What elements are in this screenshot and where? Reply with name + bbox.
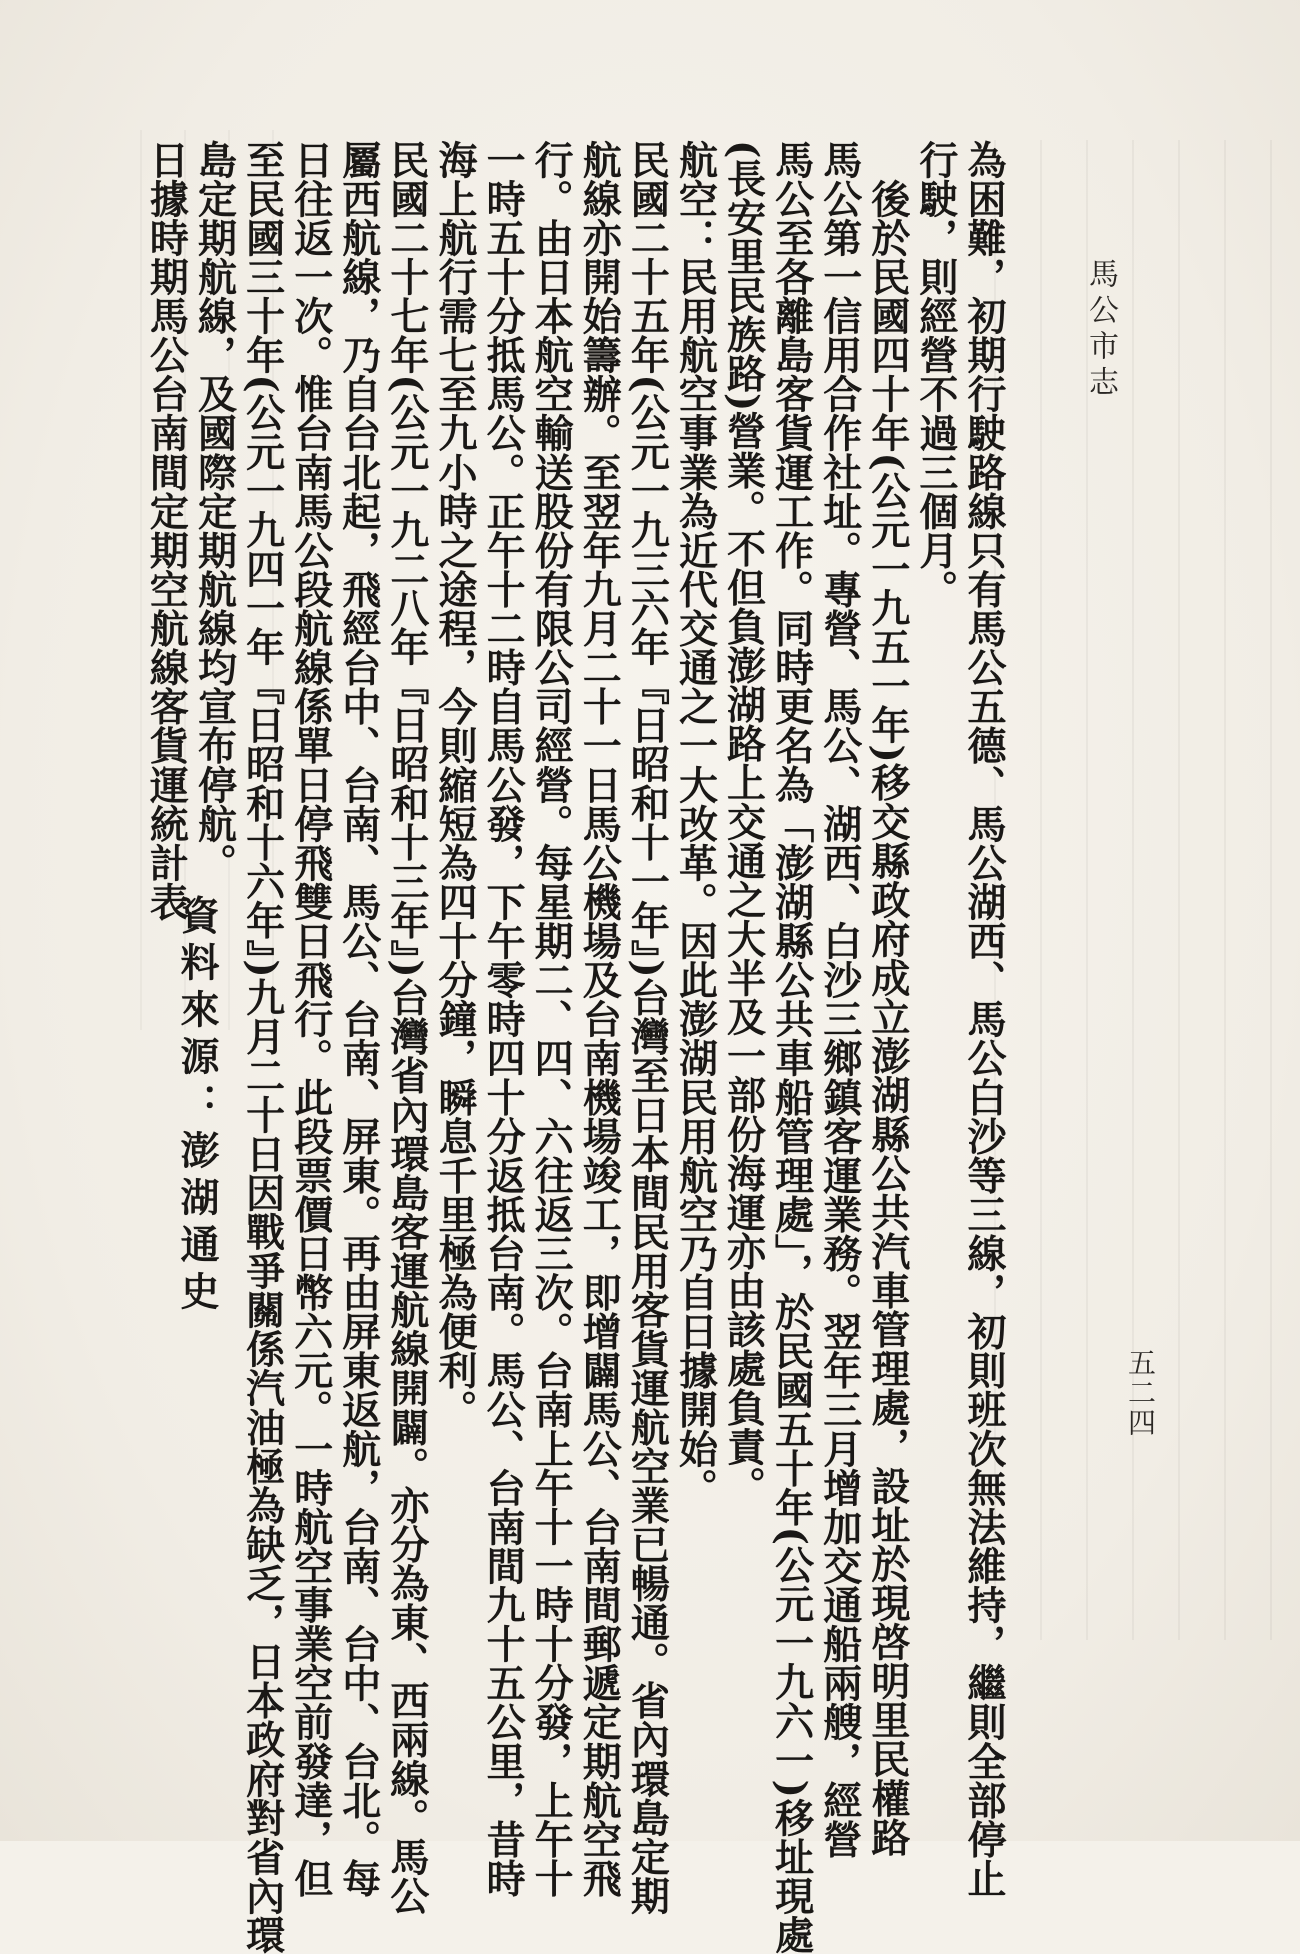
text-column: 後於民國四十年(公元一九五一年)移交縣政府成立澎湖縣公共汽車管理處，設址於現啓明里民權路 bbox=[864, 140, 911, 1857]
table-caption: 日據時期馬公台南間定期空航線客貨運統計表 bbox=[143, 140, 190, 922]
text-column: 為困難，初期行駛路線只有馬公五德、馬公湖西、馬公白沙等三線，初則班次無法維持，繼則全部停止 bbox=[961, 140, 1007, 1898]
text-column: 一時五十分抵馬公。正午十二時自馬公發，下午零時四十分返抵台南。馬公、台南間九十五公里，昔時 bbox=[480, 140, 527, 1898]
text-column: 行駛，則經營不過三個月。 bbox=[912, 140, 959, 609]
text-column: 屬西航線，乃自台北起，飛經台中、台南、馬公、台南、屏東。再由屏東返航，台南、台中、台北。每 bbox=[335, 140, 382, 1898]
text-column: 航線亦開始籌辦。至翌年九月二十一日馬公機場及台南機場竣工，即增闢馬公、台南間郵遞定期航空飛 bbox=[576, 140, 623, 1898]
body-text bbox=[142, 140, 1008, 1954]
text-column: 海上航行需七至九小時之途程，今則縮短為四十分鐘，瞬息千里極為便利。 bbox=[431, 140, 478, 1429]
page-number: 五二四 bbox=[1124, 1348, 1157, 1438]
running-header-title: 馬公市志 bbox=[1083, 258, 1118, 402]
text-column: 日往返一次。惟台南馬公段航線係單日停飛雙日飛行。此段票價日幣六元。一時航空事業空前發達，但 bbox=[287, 140, 334, 1898]
text-column: 島定期航線，及國際定期航線均宣布停航。 bbox=[191, 140, 238, 883]
text-column: (長安里民族路)營業。不但負澎湖路上交通之大半及一部份海運亦由該處負責。 bbox=[720, 140, 767, 1506]
text-column: 民國二十七年(公元一九二八年『日昭和十三年』)台灣省內環島客運航線開闢。亦分為東、西兩線。馬公 bbox=[383, 140, 430, 1916]
text-column: 民國二十五年(公元一九三六年『日昭和十一年』)台灣至日本間民用客貨運航空業已暢通。省內環島定期 bbox=[624, 140, 671, 1916]
text-column: 馬公至各離島客貨運工作。同時更名為「澎湖縣公共車船管理處」，於民國五十年(公元一九六一)移址現處 bbox=[768, 140, 815, 1954]
text-column: 馬公第一信用合作社址。專營、馬公、湖西、白沙三鄉鎮客運業務。翌年三月增加交通船兩艘，經營 bbox=[816, 140, 863, 1859]
source-note: 資料來源：澎湖通史 bbox=[174, 895, 220, 1318]
text-column: 至民國三十年(公元一九四一年『日昭和十六年』)九月二十日因戰爭關係汽油極為缺乏，日本政府對省內環 bbox=[239, 140, 286, 1954]
text-column: 航空：民用航空事業為近代交通之一大改革。因此澎湖民用航空乃自日據開始。 bbox=[672, 140, 719, 1508]
text-column: 行。由日本航空輸送股份有限公司經營。每星期二、四、六往返三次。台南上午十一時十分發，上午十 bbox=[528, 140, 575, 1898]
